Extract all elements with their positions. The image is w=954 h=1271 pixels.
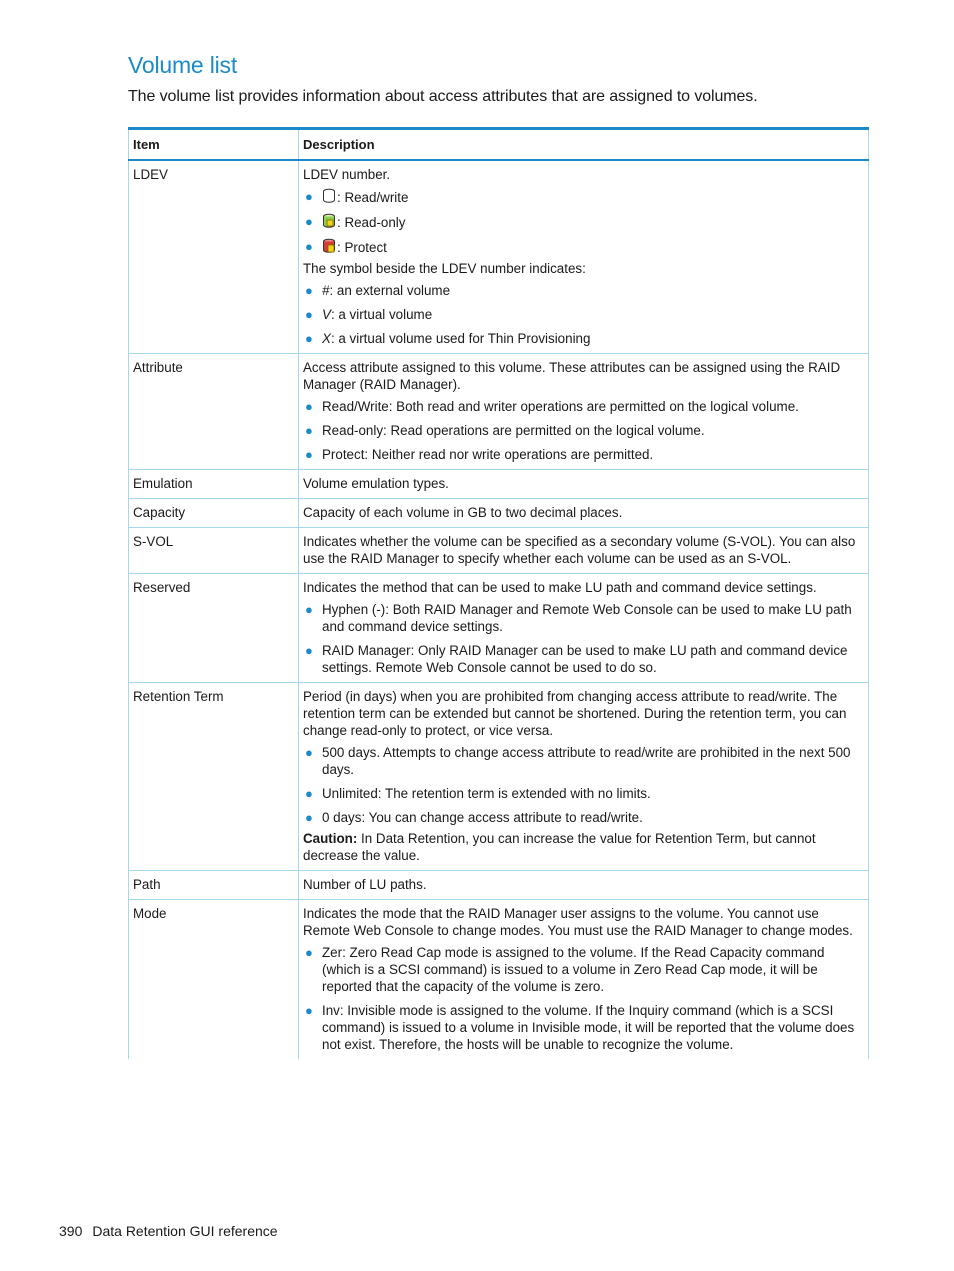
retention-description: Period (in days) when you are prohibited from changing access attribute to read/write. The retention term can be extended but cannot be shortened. During the retention term, you can change read-only to protect, or vice versa. <box>303 689 847 738</box>
bullet-icon: ● <box>305 423 313 438</box>
protect-volume-icon <box>322 238 336 254</box>
symbol-char: # <box>322 283 330 298</box>
bullet-icon: ● <box>305 307 313 322</box>
bullet-icon: ● <box>305 214 313 229</box>
header-description: Description <box>299 129 869 161</box>
description-cell <box>299 574 869 683</box>
list-item <box>303 188 864 206</box>
table-row <box>129 574 869 683</box>
caution-label: Caution: <box>303 831 358 846</box>
list-item-text: : a virtual volume used for Thin Provisioning <box>330 331 591 346</box>
read-only-volume-icon <box>322 213 336 229</box>
bullet-icon: ● <box>305 447 313 462</box>
footer-section-title: Data Retention GUI reference <box>92 1223 278 1239</box>
attribute-list <box>303 398 864 463</box>
item-cell: Emulation <box>129 470 299 499</box>
item-cell: Capacity <box>129 499 299 528</box>
bullet-icon: ● <box>305 1003 313 1018</box>
item-cell: LDEV <box>129 160 299 354</box>
description-cell: Volume emulation types. <box>299 470 869 499</box>
volume-list-table-container <box>128 127 868 1059</box>
item-cell: Attribute <box>129 354 299 470</box>
ldev-description: LDEV number. <box>303 167 391 182</box>
description-cell <box>299 160 869 354</box>
list-item-text: Read-only: Read operations are permitted on the logical volume. <box>322 423 705 438</box>
description-cell: Capacity of each volume in GB to two decimal places. <box>299 499 869 528</box>
list-item <box>303 744 864 778</box>
description-cell <box>299 683 869 871</box>
symbol-list <box>303 282 864 347</box>
reserved-description: Indicates the method that can be used to make LU path and command device settings. <box>303 580 817 595</box>
bullet-icon: ● <box>305 643 313 658</box>
list-item <box>303 238 864 256</box>
list-item <box>303 642 864 676</box>
list-item <box>303 1002 864 1053</box>
list-item-text: Read/Write: Both read and writer operations are permitted on the logical volume. <box>322 399 799 414</box>
description-cell <box>299 900 869 1060</box>
table-row <box>129 528 869 574</box>
list-item <box>303 282 864 299</box>
bullet-icon: ● <box>305 945 313 960</box>
table-row <box>129 871 869 900</box>
mode-description: Indicates the mode that the RAID Manager user assigns to the volume. You cannot use Remote Web Console to change modes. You must use the RAID Manager to change modes. <box>303 906 853 938</box>
header-item: Item <box>129 129 299 161</box>
symbol-intro: The symbol beside the LDEV number indicates: <box>303 261 586 276</box>
bullet-icon: ● <box>305 745 313 760</box>
description-cell <box>299 354 869 470</box>
table-row <box>129 470 869 499</box>
list-item <box>303 809 864 826</box>
page-footer <box>59 1223 278 1239</box>
bullet-icon: ● <box>305 239 313 254</box>
table-row <box>129 499 869 528</box>
page-number: 390 <box>59 1223 83 1239</box>
bullet-icon: ● <box>305 189 313 204</box>
list-item-text: Zer: Zero Read Cap mode is assigned to the volume. If the Read Capacity command (which is a SCSI command) is issued to a volume in Zero Read Cap mode, it will be reported that the capacity of the volume is zero. <box>322 945 825 994</box>
list-item <box>303 422 864 439</box>
bullet-icon: ● <box>305 399 313 414</box>
ldev-icon-list <box>303 188 864 256</box>
list-item <box>303 330 864 347</box>
list-item <box>303 398 864 415</box>
caution-note <box>303 830 864 864</box>
table-row <box>129 354 869 470</box>
table-row <box>129 900 869 1060</box>
bullet-icon: ● <box>305 283 313 298</box>
list-item-text: : Read/write <box>337 190 409 205</box>
list-item-text: : Read-only <box>337 215 406 230</box>
item-cell: Retention Term <box>129 683 299 871</box>
bullet-icon: ● <box>305 602 313 617</box>
description-cell: Number of LU paths. <box>299 871 869 900</box>
intro-paragraph: The volume list provides information about access attributes that are assigned to volumes. <box>128 88 758 105</box>
list-item <box>303 446 864 463</box>
list-item-text: : a virtual volume <box>330 307 433 322</box>
list-item-text: Unlimited: The retention term is extended with no limits. <box>322 786 651 801</box>
read-write-volume-icon <box>322 188 336 204</box>
table-header-row <box>129 129 869 161</box>
list-item <box>303 944 864 995</box>
attribute-description: Access attribute assigned to this volume. These attributes can be assigned using the RAID Manager (RAID Manager). <box>303 360 841 392</box>
list-item <box>303 785 864 802</box>
list-item-text: Inv: Invisible mode is assigned to the volume. If the Inquiry command (which is a SCSI command) is issued to a volume in Invisible mode, it will be reported that the volume does not exist. Therefore, the hosts will be unable to recognize the volume. <box>322 1003 855 1052</box>
list-item <box>303 306 864 323</box>
list-item-text: 500 days. Attempts to change access attribute to read/write are prohibited in the next 500 days. <box>322 745 851 777</box>
list-item-text: RAID Manager: Only RAID Manager can be used to make LU path and command device settings. Remote Web Console cannot be used to do so. <box>322 643 848 675</box>
item-cell: Mode <box>129 900 299 1060</box>
retention-list <box>303 744 864 826</box>
list-item-text: Hyphen (-): Both RAID Manager and Remote Web Console can be used to make LU path and command device settings. <box>322 602 852 634</box>
description-cell: Indicates whether the volume can be specified as a secondary volume (S-VOL). You can also use the RAID Manager to specify whether each volume can be used as an S-VOL. <box>299 528 869 574</box>
item-cell: Path <box>129 871 299 900</box>
table-row <box>129 160 869 354</box>
symbol-char: V <box>322 307 331 322</box>
item-cell: S-VOL <box>129 528 299 574</box>
table-row <box>129 683 869 871</box>
item-cell: Reserved <box>129 574 299 683</box>
bullet-icon: ● <box>305 331 313 346</box>
list-item-text: Protect: Neither read nor write operations are permitted. <box>322 447 654 462</box>
bullet-icon: ● <box>305 810 313 825</box>
list-item-text: : Protect <box>337 240 387 255</box>
reserved-list <box>303 601 864 676</box>
volume-list-table <box>128 127 869 1059</box>
symbol-char: X <box>322 331 331 346</box>
bullet-icon: ● <box>305 786 313 801</box>
list-item <box>303 601 864 635</box>
list-item-text: : an external volume <box>329 283 451 298</box>
list-item-text: 0 days: You can change access attribute to read/write. <box>322 810 643 825</box>
mode-list <box>303 944 864 1053</box>
page-title: Volume list <box>128 52 238 78</box>
caution-text: In Data Retention, you can increase the value for Retention Term, but cannot decrease the value. <box>303 831 816 863</box>
list-item <box>303 213 864 231</box>
